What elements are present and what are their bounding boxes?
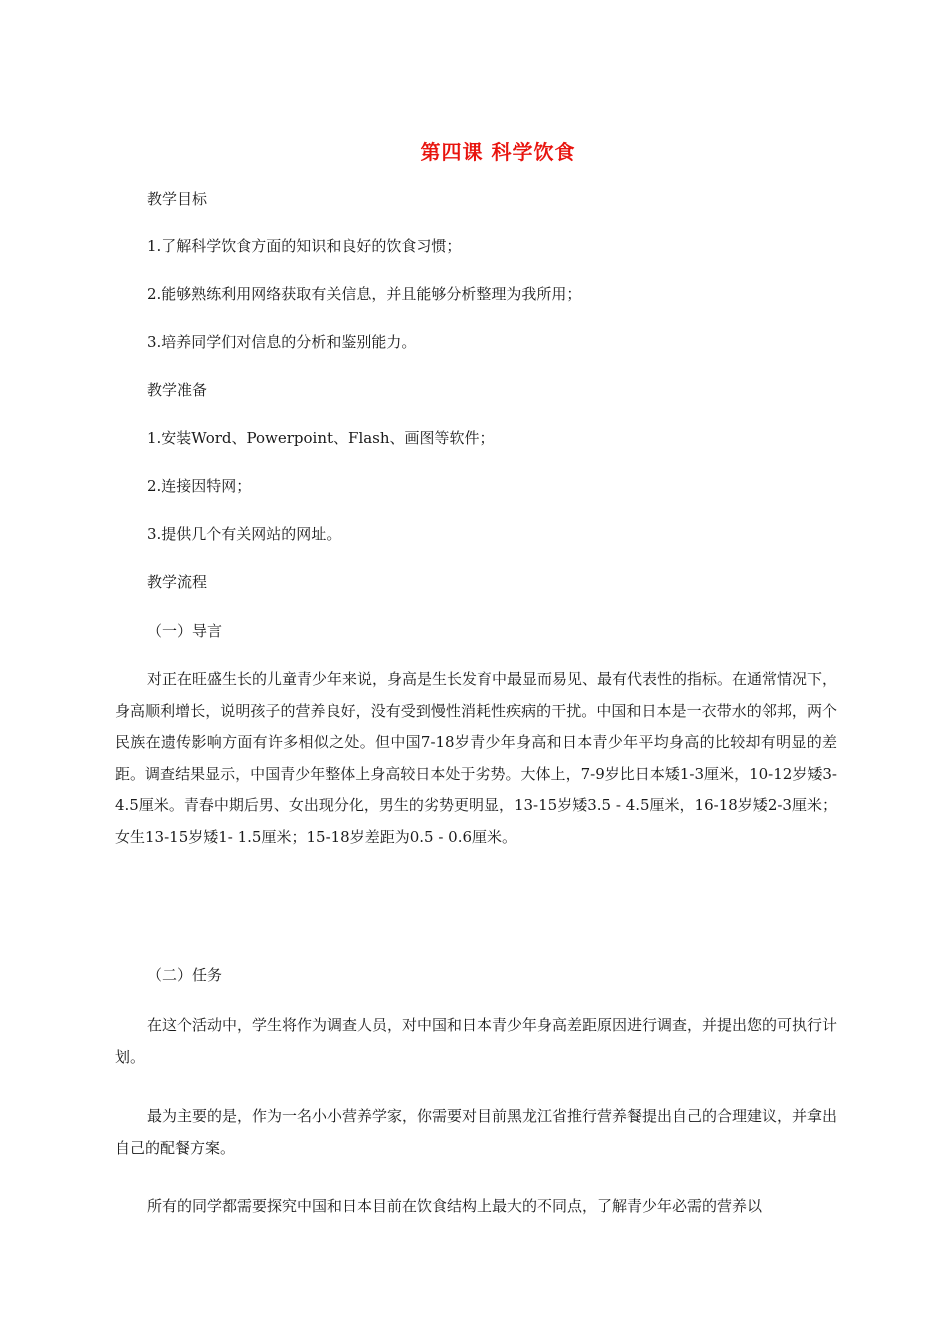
- objectives-heading: 教学目标: [147, 190, 208, 208]
- task-paragraph-1: 在这个活动中，学生将作为调查人员，对中国和日本青少年身高差距原因进行调查，并提出您的可执行计划。: [115, 1016, 838, 1066]
- intro-paragraph: 对正在旺盛生长的儿童青少年来说，身高是生长发育中最显而易见、最有代表性的指标。在通常情况下，身高顺利增长，说明孩子的营养良好，没有受到慢性消耗性疾病的干扰。中国和日本是一衣带水的邻邦，两个民族在遗传影响方面有许多相似之处。但中国7-18岁青少年身高和日本青少年平均身高的比较却有明显的差距。调查结果显示，中国青少年整体上身高较日本处于劣势。大体上，7-9岁比日本矮1-3厘米，10-12岁矮3- 4.5厘米。青春中期后男、女出现分化，男生的劣势更明显，13-15岁矮3.5 - 4.5厘米，16-18岁矮2-3厘米；女生13-15岁矮1- 1.5厘米；15-18岁差距为0.5 - 0.6厘米。: [115, 670, 838, 846]
- task-paragraph-2: 最为主要的是，作为一名小小营养学家，你需要对目前黑龙江省推行营养餐提出自己的合理建议，并拿出自己的配餐方案。: [115, 1107, 838, 1157]
- objective-item-3: 3.培养同学们对信息的分析和鉴别能力。: [147, 333, 417, 351]
- objective-item-2: 2.能够熟练利用网络获取有关信息，并且能够分析整理为我所用；: [147, 285, 582, 303]
- preparation-item-2: 2.连接因特网；: [147, 477, 252, 495]
- intro-heading: （一）导言: [147, 622, 223, 640]
- objective-item-1: 1.了解科学饮食方面的知识和良好的饮食习惯；: [147, 237, 462, 255]
- preparation-item-1: 1.安装Word、Powerpoint、Flash、画图等软件；: [147, 429, 495, 447]
- process-heading: 教学流程: [147, 573, 208, 591]
- page-title: 第四课 科学饮食: [420, 140, 576, 164]
- preparation-item-3: 3.提供几个有关网站的网址。: [147, 525, 342, 543]
- task-paragraph-3: 所有的同学都需要探究中国和日本目前在饮食结构上最大的不同点，了解青少年必需的营养以: [147, 1197, 763, 1215]
- preparation-heading: 教学准备: [147, 381, 208, 399]
- task-heading: （二）任务: [147, 966, 223, 984]
